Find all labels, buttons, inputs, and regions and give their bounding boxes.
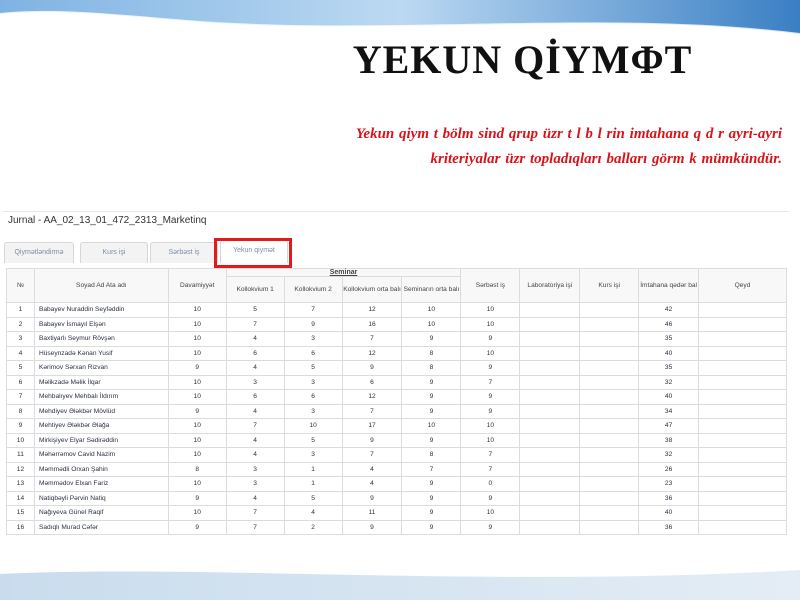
cell-no: 15 — [7, 506, 35, 521]
table-row — [7, 462, 787, 477]
cell-lab — [520, 462, 580, 477]
cell-pre: 47 — [639, 419, 699, 434]
cell-pre: 35 — [639, 332, 699, 347]
subtitle-line-2: kriteriyalar üzr topladıqları balları görm k mümkündür. — [430, 151, 782, 167]
table-row — [7, 375, 787, 390]
cell-kavg: 7 — [342, 404, 402, 419]
cell-kurs — [580, 433, 639, 448]
cell-ind: 10 — [461, 506, 520, 521]
cell-att: 10 — [168, 303, 226, 318]
cell-att: 8 — [168, 462, 226, 477]
cell-note — [699, 346, 787, 361]
cell-k1: 6 — [226, 346, 284, 361]
cell-kavg: 4 — [342, 477, 402, 492]
cell-kurs — [580, 520, 639, 535]
header-coursework: Kurs işi — [580, 269, 639, 303]
cell-kurs — [580, 346, 639, 361]
cell-lab — [520, 375, 580, 390]
top-wave-decoration — [0, 0, 800, 40]
table-row — [7, 404, 787, 419]
header-laboratory: Laboratoriya işi — [520, 269, 580, 303]
cell-att: 10 — [168, 317, 226, 332]
cell-k2: 5 — [284, 491, 342, 506]
cell-no: 10 — [7, 433, 35, 448]
cell-k2: 10 — [284, 419, 342, 434]
cell-note — [699, 491, 787, 506]
cell-no: 7 — [7, 390, 35, 405]
cell-name: Natiqbəyli Pərvin Natiq — [34, 491, 168, 506]
cell-name: Kərimov Sərxan Rizvan — [34, 361, 168, 376]
cell-name: Baxtiyarlı Seymur Rövşən — [34, 332, 168, 347]
cell-note — [699, 419, 787, 434]
grades-table — [6, 268, 787, 535]
cell-kavg: 7 — [342, 332, 402, 347]
header-seminar: Seminar — [226, 269, 461, 277]
cell-no: 8 — [7, 404, 35, 419]
subtitle-line-1: Yekun qiym t bölm sind qrup üzr t l b l rin imtahana q d r ayri-ayri — [355, 126, 782, 142]
cell-note — [699, 477, 787, 492]
cell-kavg: 6 — [342, 375, 402, 390]
table-row — [7, 346, 787, 361]
cell-k2: 3 — [284, 404, 342, 419]
cell-kavg: 16 — [342, 317, 402, 332]
cell-no: 14 — [7, 491, 35, 506]
cell-k1: 7 — [226, 520, 284, 535]
table-row — [7, 448, 787, 463]
cell-no: 16 — [7, 520, 35, 535]
cell-ind: 10 — [461, 433, 520, 448]
cell-kurs — [580, 317, 639, 332]
cell-att: 9 — [168, 404, 226, 419]
cell-kurs — [580, 477, 639, 492]
cell-k2: 6 — [284, 390, 342, 405]
cell-savg: 9 — [402, 477, 461, 492]
header-note: Qeyd — [699, 269, 787, 303]
cell-k1: 4 — [226, 433, 284, 448]
cell-note — [699, 375, 787, 390]
cell-lab — [520, 520, 580, 535]
cell-k1: 3 — [226, 375, 284, 390]
cell-k1: 4 — [226, 491, 284, 506]
header-kollokvium-avg: Kollokvium orta balı — [342, 277, 402, 303]
cell-savg: 9 — [402, 332, 461, 347]
cell-note — [699, 404, 787, 419]
cell-k1: 4 — [226, 361, 284, 376]
table-row — [7, 433, 787, 448]
cell-kavg: 9 — [342, 361, 402, 376]
cell-name: Babayev Nuraddin Seyfəddin — [34, 303, 168, 318]
cell-pre: 38 — [639, 433, 699, 448]
cell-name: Babayev İsmayıl Elşən — [34, 317, 168, 332]
cell-pre: 36 — [639, 491, 699, 506]
cell-no: 1 — [7, 303, 35, 318]
table-body — [7, 303, 787, 535]
cell-k2: 9 — [284, 317, 342, 332]
cell-no: 3 — [7, 332, 35, 347]
cell-pre: 40 — [639, 506, 699, 521]
cell-savg: 8 — [402, 346, 461, 361]
cell-ind: 9 — [461, 361, 520, 376]
cell-kurs — [580, 419, 639, 434]
header-independent: Sərbəst iş — [461, 269, 520, 303]
cell-att: 10 — [168, 433, 226, 448]
cell-kurs — [580, 332, 639, 347]
cell-att: 9 — [168, 361, 226, 376]
slide-title: YEKUN QİYMΦT — [352, 37, 693, 82]
cell-savg: 10 — [402, 303, 461, 318]
cell-kavg: 4 — [342, 462, 402, 477]
cell-savg: 9 — [402, 375, 461, 390]
cell-kurs — [580, 448, 639, 463]
cell-att: 10 — [168, 346, 226, 361]
header-name: Soyad Ad Ata adı — [34, 269, 168, 303]
table-row — [7, 332, 787, 347]
cell-lab — [520, 448, 580, 463]
cell-note — [699, 317, 787, 332]
cell-kavg: 12 — [342, 390, 402, 405]
header-seminar-avg: Seminarın orta balı — [402, 277, 461, 303]
cell-att: 10 — [168, 477, 226, 492]
cell-pre: 40 — [639, 390, 699, 405]
cell-kavg: 7 — [342, 448, 402, 463]
cell-pre: 32 — [639, 375, 699, 390]
cell-kurs — [580, 361, 639, 376]
cell-savg: 9 — [402, 404, 461, 419]
cell-k1: 4 — [226, 448, 284, 463]
cell-ind: 10 — [461, 419, 520, 434]
cell-att: 10 — [168, 419, 226, 434]
cell-note — [699, 390, 787, 405]
cell-note — [699, 506, 787, 521]
cell-savg: 9 — [402, 433, 461, 448]
cell-kurs — [580, 404, 639, 419]
cell-lab — [520, 361, 580, 376]
tab-qiymetlendirme[interactable]: Qiymətləndirmə — [4, 242, 74, 263]
cell-lab — [520, 332, 580, 347]
cell-k2: 6 — [284, 346, 342, 361]
table-row — [7, 361, 787, 376]
cell-kavg: 9 — [342, 491, 402, 506]
cell-name: Nağıyeva Günel Raqif — [34, 506, 168, 521]
cell-k2: 1 — [284, 462, 342, 477]
cell-kavg: 12 — [342, 303, 402, 318]
cell-k2: 2 — [284, 520, 342, 535]
cell-kavg: 17 — [342, 419, 402, 434]
cell-kurs — [580, 491, 639, 506]
cell-note — [699, 462, 787, 477]
cell-no: 12 — [7, 462, 35, 477]
table-row — [7, 317, 787, 332]
cell-k1: 4 — [226, 332, 284, 347]
cell-note — [699, 433, 787, 448]
cell-no: 6 — [7, 375, 35, 390]
header-attendance: Davamiyyət — [168, 269, 226, 303]
cell-lab — [520, 317, 580, 332]
cell-ind: 10 — [461, 303, 520, 318]
cell-note — [699, 332, 787, 347]
cell-ind: 10 — [461, 346, 520, 361]
cell-ind: 7 — [461, 375, 520, 390]
cell-ind: 9 — [461, 332, 520, 347]
cell-pre: 35 — [639, 361, 699, 376]
cell-k2: 7 — [284, 303, 342, 318]
cell-lab — [520, 433, 580, 448]
cell-ind: 10 — [461, 317, 520, 332]
cell-lab — [520, 404, 580, 419]
cell-ind: 9 — [461, 491, 520, 506]
cell-pre: 26 — [639, 462, 699, 477]
cell-pre: 34 — [639, 404, 699, 419]
cell-kavg: 9 — [342, 433, 402, 448]
cell-lab — [520, 477, 580, 492]
cell-name: Sadıqlı Murad Cəfər — [34, 520, 168, 535]
journal-title: Jurnal - AA_02_13_01_472_2313_Marketinq — [8, 215, 207, 226]
cell-name: Məhərrəmov Cavid Nazim — [34, 448, 168, 463]
cell-note — [699, 520, 787, 535]
cell-pre: 36 — [639, 520, 699, 535]
cell-name: Mirkişiyev Elyar Sədirəddin — [34, 433, 168, 448]
cell-ind: 9 — [461, 390, 520, 405]
cell-savg: 9 — [402, 491, 461, 506]
cell-lab — [520, 506, 580, 521]
slide-subtitle — [120, 122, 782, 172]
cell-note — [699, 303, 787, 318]
cell-note — [699, 448, 787, 463]
cell-kurs — [580, 390, 639, 405]
bottom-wave-decoration — [0, 564, 800, 600]
cell-name: Mehdiyev Ələkbər Mövlüd — [34, 404, 168, 419]
header-no: № — [7, 269, 35, 303]
journal-panel — [2, 211, 789, 545]
cell-k2: 4 — [284, 506, 342, 521]
table-row — [7, 390, 787, 405]
cell-k1: 3 — [226, 477, 284, 492]
cell-kavg: 11 — [342, 506, 402, 521]
cell-att: 9 — [168, 491, 226, 506]
cell-att: 10 — [168, 332, 226, 347]
cell-k1: 3 — [226, 462, 284, 477]
cell-name: Məlikzadə Məlik İlqar — [34, 375, 168, 390]
cell-k2: 3 — [284, 375, 342, 390]
cell-name: Mehbalıyev Mehbalı İldırım — [34, 390, 168, 405]
cell-k1: 7 — [226, 506, 284, 521]
cell-note — [699, 361, 787, 376]
cell-ind: 0 — [461, 477, 520, 492]
cell-ind: 7 — [461, 462, 520, 477]
tab-serbest-is[interactable]: Sərbəst iş — [150, 242, 218, 263]
cell-k1: 7 — [226, 419, 284, 434]
cell-name: Məmmədli Orxan Şahin — [34, 462, 168, 477]
cell-k1: 4 — [226, 404, 284, 419]
cell-no: 5 — [7, 361, 35, 376]
cell-name: Məmmədov Elxan Fariz — [34, 477, 168, 492]
cell-savg: 9 — [402, 520, 461, 535]
table-row — [7, 303, 787, 318]
table-row — [7, 491, 787, 506]
table-row — [7, 419, 787, 434]
cell-lab — [520, 346, 580, 361]
cell-savg: 10 — [402, 419, 461, 434]
cell-savg: 9 — [402, 506, 461, 521]
table-row — [7, 506, 787, 521]
tab-yekun-qiymet[interactable]: Yekun qiymət — [220, 240, 288, 263]
cell-savg: 8 — [402, 448, 461, 463]
active-tab-highlight-box — [214, 238, 292, 268]
cell-kurs — [580, 303, 639, 318]
cell-lab — [520, 419, 580, 434]
cell-lab — [520, 390, 580, 405]
cell-savg: 8 — [402, 361, 461, 376]
cell-k2: 3 — [284, 448, 342, 463]
cell-no: 4 — [7, 346, 35, 361]
header-kollokvium-2: Kollokvium 2 — [284, 277, 342, 303]
cell-k2: 5 — [284, 433, 342, 448]
cell-savg: 9 — [402, 390, 461, 405]
cell-no: 9 — [7, 419, 35, 434]
cell-k2: 3 — [284, 332, 342, 347]
header-kollokvium-1: Kollokvium 1 — [226, 277, 284, 303]
cell-k1: 7 — [226, 317, 284, 332]
cell-pre: 32 — [639, 448, 699, 463]
cell-k2: 1 — [284, 477, 342, 492]
cell-no: 11 — [7, 448, 35, 463]
table-row — [7, 520, 787, 535]
cell-att: 10 — [168, 375, 226, 390]
cell-no: 13 — [7, 477, 35, 492]
cell-kavg: 9 — [342, 520, 402, 535]
table-row — [7, 477, 787, 492]
cell-att: 10 — [168, 506, 226, 521]
cell-ind: 9 — [461, 520, 520, 535]
cell-savg: 7 — [402, 462, 461, 477]
cell-name: Hüseynzadə Kənan Yusif — [34, 346, 168, 361]
cell-k2: 5 — [284, 361, 342, 376]
cell-no: 2 — [7, 317, 35, 332]
cell-ind: 9 — [461, 404, 520, 419]
cell-kurs — [580, 462, 639, 477]
cell-k1: 5 — [226, 303, 284, 318]
cell-pre: 46 — [639, 317, 699, 332]
cell-pre: 40 — [639, 346, 699, 361]
cell-kavg: 12 — [342, 346, 402, 361]
cell-ind: 7 — [461, 448, 520, 463]
cell-att: 10 — [168, 448, 226, 463]
header-pre-exam: İmtahana qədər bal — [639, 269, 699, 303]
cell-lab — [520, 491, 580, 506]
cell-k1: 6 — [226, 390, 284, 405]
tab-kurs-isi[interactable]: Kurs işi — [80, 242, 148, 263]
cell-att: 10 — [168, 390, 226, 405]
cell-lab — [520, 303, 580, 318]
cell-savg: 10 — [402, 317, 461, 332]
cell-att: 9 — [168, 520, 226, 535]
cell-name: Mehtiyev Ələkbər Əlağa — [34, 419, 168, 434]
cell-kurs — [580, 375, 639, 390]
cell-pre: 42 — [639, 303, 699, 318]
cell-pre: 23 — [639, 477, 699, 492]
cell-kurs — [580, 506, 639, 521]
